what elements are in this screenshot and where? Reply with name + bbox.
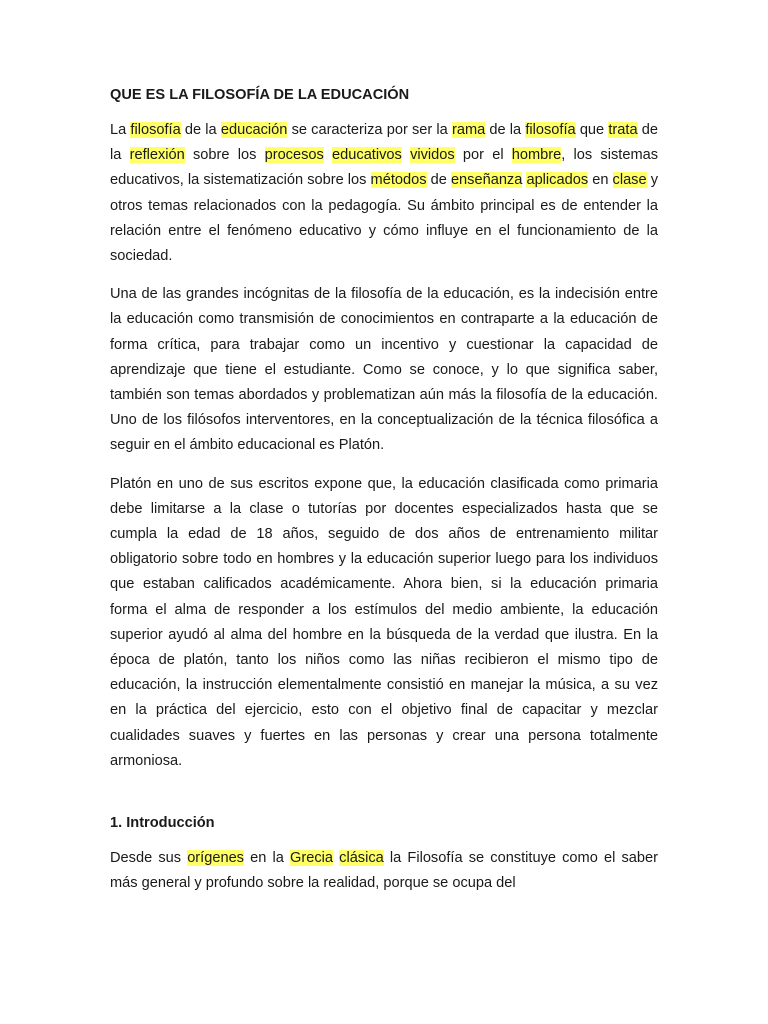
highlighted-term: aplicados <box>526 172 589 189</box>
text-run: de <box>426 172 451 189</box>
text-run: la Filosofía se constituye como el saber más general y profundo sobre la realidad, porque se ocupa del <box>110 850 658 892</box>
highlighted-term: enseñanza <box>450 172 523 189</box>
text-run: de la <box>110 122 658 164</box>
text-run <box>402 147 410 163</box>
highlighted-term: trata <box>608 122 638 138</box>
highlighted-term: educativos <box>332 147 402 164</box>
highlighted-term: vividos <box>410 147 455 164</box>
text-run: de la <box>180 122 221 138</box>
highlighted-term: procesos <box>264 147 324 164</box>
highlighted-term: filosofía <box>130 122 181 138</box>
text-run: , los sistemas educativos, la sistematización sobre los <box>110 147 659 189</box>
section-heading-introduccion: 1. Introducción <box>110 815 215 832</box>
highlighted-term: clásica <box>339 850 384 867</box>
text-run: La <box>110 122 131 138</box>
text-run: en <box>588 172 613 189</box>
highlighted-term: orígenes <box>187 850 244 867</box>
paragraph-2: Una de las grandes incógnitas de la filosofía de la educación, es la indecisión entre la educación como transmisión de conocimientos en contraparte a la educación de forma crítica, para trabajar como un incentivo y cuestionar la capacidad de aprendizaje que tiene el estudiante. Como se conoce, y lo que significa saber, también son temas abordados y problematizan aún más la filosofía de la educación. Uno de los filósofos interventores, en la conceptualización de la técnica filosófica a seguir en el ámbito educacional es Platón. <box>110 286 658 454</box>
text-run: en la <box>243 850 291 867</box>
highlighted-term: educación <box>220 122 288 138</box>
text-run: Desde sus <box>110 850 188 867</box>
document-title: QUE ES LA FILOSOFÍA DE LA EDUCACIÓN <box>110 87 410 103</box>
highlighted-term: Grecia <box>290 850 333 867</box>
highlighted-term: hombre <box>511 147 562 164</box>
paragraph-1 <box>110 118 658 269</box>
highlighted-term: reflexión <box>129 147 185 164</box>
text-run: y otros temas relacionados con la pedagogía. Su ámbito principal es de entender la relación entre el fenómeno educativo y cómo influye en el funcionamiento de la sociedad. <box>110 172 658 265</box>
paragraph-3: Platón en uno de sus escritos expone que, la educación clasificada como primaria debe limitarse a la clase o tutorías por docentes especializados hasta que se cumpla la edad de 18 años, seguido de dos años de entrenamiento militar obligatorio sobre todo en hombres y la educación superior luego para los individuos que estaban calificados académicamente. Ahora bien, si la educación primaria forma el alma de responder a los estímulos del medio ambiente, la educación superior ayudó al alma del hombre en la búsqueda de la verdad que ilustra. En la época de platón, tanto los niños como las niñas recibieron el mismo tipo de educación, la instrucción elementalmente consistió en manejar la música, a su vez en la práctica del ejercicio, esto con el objetivo final de capacitar y mezclar cualidades suaves y fuertes en las personas y crear una persona totalmente armoniosa. <box>110 475 658 769</box>
text-run: de la <box>485 122 526 138</box>
highlighted-term: clase <box>612 172 647 189</box>
text-run: sobre los <box>184 147 265 164</box>
text-run: se caracteriza por ser la <box>287 122 452 138</box>
highlighted-term: rama <box>451 122 486 138</box>
highlighted-term: filosofía <box>525 122 576 138</box>
paragraph-4 <box>110 846 658 896</box>
text-run: por el <box>454 147 512 164</box>
highlighted-term: métodos <box>370 172 427 189</box>
document-page <box>110 84 658 909</box>
text-run <box>324 147 332 163</box>
text-run: que <box>575 122 609 138</box>
